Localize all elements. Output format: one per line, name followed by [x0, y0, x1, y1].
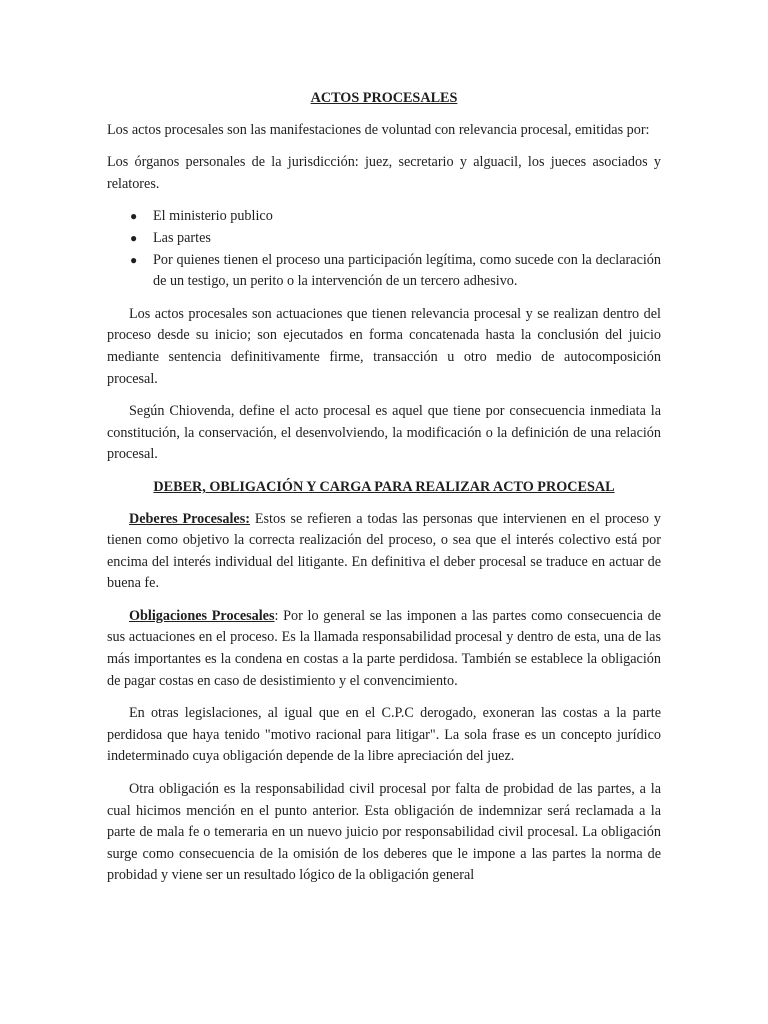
- bullet-icon: ●: [130, 209, 138, 224]
- list-item: [107, 206, 661, 228]
- list-item-text: Las partes: [153, 229, 211, 246]
- bullet-icon: ●: [130, 252, 138, 267]
- actuaciones-paragraph: Los actos procesales son actuaciones que tienen relevancia procesal y se realizan dentro del proceso desde su inicio; son ejecutados en forma concatenada hasta la conclusión del juicio mediante sentencia definitivamente firme, transacción u otro medio de autocomposición procesal.: [107, 305, 661, 387]
- deberes-label: Deberes Procesales:: [129, 510, 250, 527]
- intro-paragraph: Los actos procesales son las manifestaciones de voluntad con relevancia procesal, emitidas por:: [107, 121, 650, 138]
- organs-paragraph: Los órganos personales de la jurisdicción: juez, secretario y alguacil, los jueces asociados y relatores.: [107, 154, 661, 192]
- deberes-paragraph: [107, 509, 661, 595]
- deberes-text: Estos se refieren a todas las personas que intervienen en el proceso y tienen como objetivo la correcta realización del proceso, o sea que el interés colectivo está por encima del interés individual del litigante. En definitiva el deber procesal se traduce en actuar de buena fe.: [107, 510, 661, 592]
- document-page: [107, 88, 661, 898]
- section-heading: DEBER, OBLIGACIÓN Y CARGA PARA REALIZAR ACTO PROCESAL: [153, 478, 615, 495]
- bullet-icon: ●: [130, 230, 138, 245]
- list-item: [107, 250, 661, 293]
- document-title: ACTOS PROCESALES: [310, 90, 458, 106]
- obligaciones-paragraph: [107, 606, 661, 692]
- list-item-text: Por quienes tienen el proceso una participación legítima, como sucede con la declaración de un testigo, un perito o la intervención de un tercero adhesivo.: [153, 251, 661, 290]
- bullet-list: [107, 206, 661, 292]
- list-item: [107, 228, 661, 250]
- list-item-text: El ministerio publico: [153, 208, 273, 225]
- chiovenda-paragraph: Según Chiovenda, define el acto procesal es aquel que tiene por consecuencia inmediata la constitución, la conservación, el desenvolviendo, la modificación o la definición de una relación procesal.: [107, 403, 661, 463]
- legislaciones-paragraph: En otras legislaciones, al igual que en el C.P.C derogado, exoneran las costas a la parte perdidosa que haya tenido "motivo racional para litigar". La sola frase es un concepto jurídico indeterminado cuya obligación depende de la libre apreciación del juez.: [107, 705, 661, 765]
- obligaciones-label: Obligaciones Procesales: [129, 607, 275, 624]
- obligaciones-text: : Por lo general se las imponen a las partes como consecuencia de sus actuaciones en el proceso. Es la llamada responsabilidad procesal y dentro de esta, una de las más importantes es la condena en costas a la parte perdidosa. También se establece la obligación de pagar costas en caso de desistimiento y el convencimiento.: [107, 607, 662, 689]
- otra-obligacion-paragraph: Otra obligación es la responsabilidad civil procesal por falta de probidad de las partes, a la cual hicimos mención en el punto anterior. Esta obligación de indemnizar será reclamada a la parte de mala fe o temeraria en un nuevo juicio por responsabilidad civil procesal. La obligación surge como consecuencia de la omisión de los deberes que le impone a las partes la norma de probidad y viene ser un resultado lógico de la obligación general: [107, 781, 661, 884]
